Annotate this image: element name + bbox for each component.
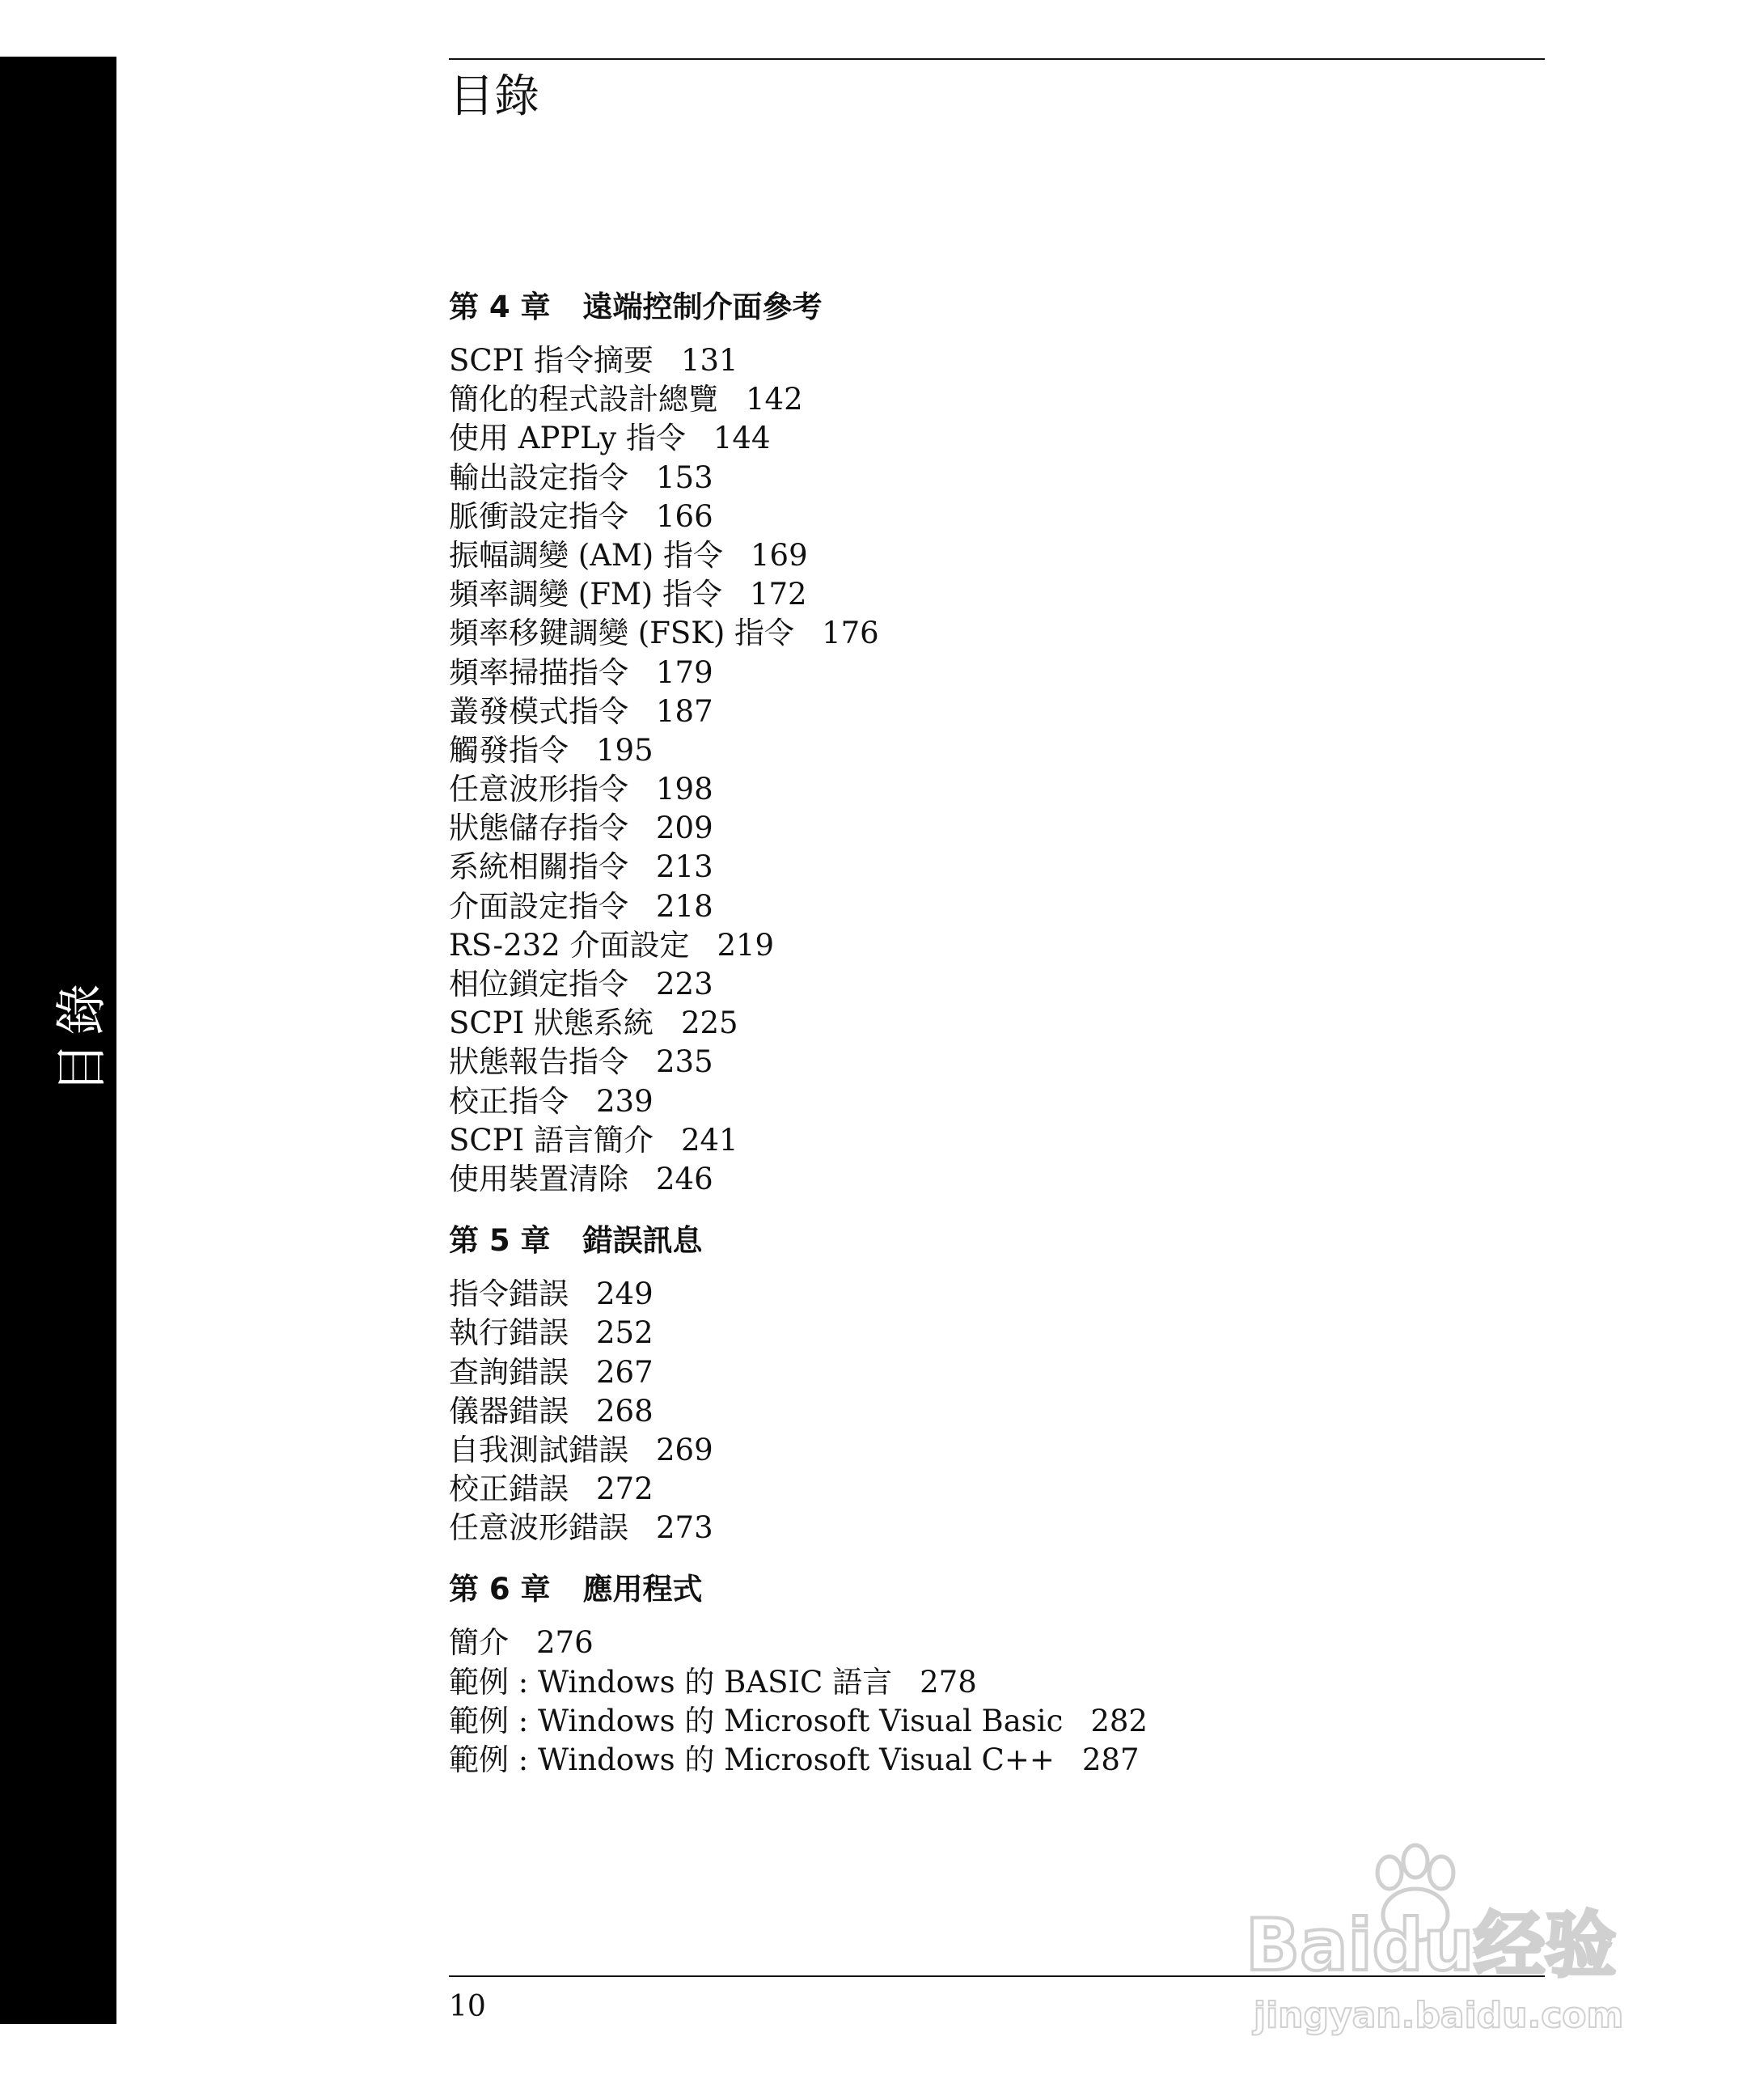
chapter-title: 應用程式 bbox=[582, 1572, 703, 1607]
toc-entry[interactable] bbox=[449, 692, 1500, 731]
toc-entry-page: 223 bbox=[656, 967, 713, 1001]
toc-entry[interactable] bbox=[449, 654, 1500, 692]
toc-entry-label: 任意波形錯誤 bbox=[449, 1510, 628, 1546]
toc-entry[interactable] bbox=[449, 536, 1500, 575]
toc-entry-label: 頻率掃描指令 bbox=[449, 654, 628, 690]
toc-entry-label: 介面設定指令 bbox=[449, 888, 628, 924]
toc-entry[interactable] bbox=[449, 341, 1500, 380]
toc-entry-label: 觸發指令 bbox=[449, 732, 569, 768]
toc-entry-page: 195 bbox=[596, 732, 654, 768]
table-of-contents bbox=[449, 283, 1500, 1797]
baidu-watermark bbox=[1246, 1840, 1666, 2051]
toc-entry[interactable] bbox=[449, 887, 1500, 926]
toc-entry-page: 249 bbox=[596, 1277, 654, 1312]
toc-entry[interactable] bbox=[449, 1160, 1500, 1199]
toc-entry[interactable] bbox=[449, 497, 1500, 536]
toc-entry-page: 276 bbox=[536, 1625, 594, 1661]
toc-entry-page: 269 bbox=[656, 1432, 713, 1467]
toc-entry[interactable] bbox=[449, 1082, 1500, 1121]
toc-entry-page: 278 bbox=[920, 1664, 977, 1700]
watermark-logo-text: Baidu经验 bbox=[1246, 1903, 1617, 1987]
toc-entry[interactable] bbox=[449, 575, 1500, 614]
toc-entry[interactable] bbox=[449, 1121, 1500, 1160]
toc-entry-label: 脈衝設定指令 bbox=[449, 498, 628, 534]
toc-entry-page: 235 bbox=[656, 1044, 713, 1080]
toc-entry-page: 268 bbox=[596, 1393, 654, 1429]
toc-entry-label: 頻率移鍵調變 (FSK) 指令 bbox=[449, 616, 795, 651]
toc-entry-label: 範例 : Windows 的 Microsoft Visual C++ bbox=[449, 1742, 1055, 1777]
chapter-entries bbox=[449, 1624, 1500, 1780]
toc-entry-label: 範例 : Windows 的 Microsoft Visual Basic bbox=[449, 1703, 1064, 1738]
toc-entry-label: 執行錯誤 bbox=[449, 1315, 569, 1351]
toc-entry[interactable] bbox=[449, 1624, 1500, 1662]
chapter-title: 遠端控制介面參考 bbox=[582, 290, 823, 324]
toc-entry-label: 系統相關指令 bbox=[449, 849, 628, 885]
toc-entry-label: SCPI 語言簡介 bbox=[449, 1122, 654, 1158]
toc-entry[interactable] bbox=[449, 1663, 1500, 1702]
toc-entry-label: RS-232 介面設定 bbox=[449, 927, 690, 963]
toc-entry-page: 273 bbox=[656, 1510, 713, 1546]
toc-entry-page: 166 bbox=[656, 498, 713, 534]
chapter-title: 錯誤訊息 bbox=[582, 1223, 703, 1259]
toc-entry-page: 142 bbox=[746, 382, 803, 417]
toc-entry-label: 簡化的程式設計總覽 bbox=[449, 382, 718, 417]
toc-entry-label: 查詢錯誤 bbox=[449, 1354, 569, 1390]
page-title: 目錄 bbox=[449, 70, 539, 123]
toc-entry-label: 校正指令 bbox=[449, 1083, 569, 1119]
toc-entry[interactable] bbox=[449, 1431, 1500, 1470]
toc-entry[interactable] bbox=[449, 1275, 1500, 1314]
toc-entry-page: 267 bbox=[596, 1354, 654, 1390]
toc-entry[interactable] bbox=[449, 1004, 1500, 1043]
toc-entry-page: 176 bbox=[822, 616, 879, 651]
toc-entry-page: 252 bbox=[596, 1315, 654, 1351]
toc-entry-label: 指令錯誤 bbox=[449, 1277, 569, 1312]
chapter-entries bbox=[449, 341, 1500, 1199]
toc-entry[interactable] bbox=[449, 1043, 1500, 1082]
chapter-entries bbox=[449, 1275, 1500, 1547]
toc-entry-page: 153 bbox=[656, 459, 713, 495]
toc-entry-page: 218 bbox=[656, 888, 713, 924]
toc-entry-page: 239 bbox=[596, 1083, 654, 1119]
toc-entry-label: 狀態儲存指令 bbox=[449, 811, 628, 846]
toc-entry-label: 儀器錯誤 bbox=[449, 1393, 569, 1429]
toc-entry[interactable] bbox=[449, 380, 1500, 419]
toc-entry[interactable] bbox=[449, 809, 1500, 848]
toc-entry[interactable] bbox=[449, 614, 1500, 653]
toc-entry[interactable] bbox=[449, 1470, 1500, 1509]
toc-entry-label: 範例 : Windows 的 BASIC 語言 bbox=[449, 1664, 893, 1700]
toc-entry-page: 287 bbox=[1081, 1742, 1140, 1777]
chapter-heading bbox=[449, 283, 1500, 332]
toc-entry-label: 相位鎖定指令 bbox=[449, 967, 628, 1001]
toc-entry-page: 198 bbox=[656, 772, 713, 807]
toc-entry[interactable] bbox=[449, 926, 1500, 965]
toc-entry-page: 172 bbox=[749, 577, 807, 612]
toc-entry[interactable] bbox=[449, 848, 1500, 887]
toc-entry-page: 169 bbox=[751, 537, 808, 573]
toc-entry-page: 225 bbox=[680, 1006, 738, 1041]
side-tab-label: 目錄 bbox=[53, 977, 112, 1094]
toc-entry-page: 131 bbox=[680, 343, 738, 378]
toc-entry-label: SCPI 狀態系統 bbox=[449, 1006, 654, 1041]
toc-entry[interactable] bbox=[449, 1314, 1500, 1353]
toc-entry-page: 144 bbox=[713, 421, 771, 456]
toc-entry-page: 282 bbox=[1090, 1703, 1148, 1738]
toc-entry-page: 219 bbox=[717, 927, 775, 963]
toc-entry-label: 自我測試錯誤 bbox=[449, 1432, 628, 1467]
watermark-domain: jingyan.baidu.com bbox=[1254, 1995, 1624, 2036]
toc-entry[interactable] bbox=[449, 459, 1500, 497]
toc-entry-page: 179 bbox=[656, 654, 713, 690]
toc-entry-page: 241 bbox=[680, 1122, 738, 1158]
toc-entry-label: 振幅調變 (AM) 指令 bbox=[449, 537, 723, 573]
toc-entry-page: 187 bbox=[656, 693, 713, 729]
toc-entry[interactable] bbox=[449, 1741, 1500, 1780]
chapter-heading bbox=[449, 1565, 1500, 1614]
toc-entry-label: 使用裝置清除 bbox=[449, 1161, 628, 1196]
toc-entry-label: 使用 APPLy 指令 bbox=[449, 421, 686, 456]
toc-entry-label: 叢發模式指令 bbox=[449, 693, 628, 729]
toc-entry[interactable] bbox=[449, 1392, 1500, 1431]
toc-entry[interactable] bbox=[449, 1509, 1500, 1547]
toc-entry[interactable] bbox=[449, 965, 1500, 1004]
toc-entry-label: 任意波形指令 bbox=[449, 772, 628, 807]
toc-entry-label: 狀態報告指令 bbox=[449, 1044, 628, 1080]
chapter-number: 第 5 章 bbox=[449, 1223, 551, 1259]
toc-entry-label: SCPI 指令摘要 bbox=[449, 343, 654, 378]
toc-entry-label: 頻率調變 (FM) 指令 bbox=[449, 577, 722, 612]
toc-entry-label: 校正錯誤 bbox=[449, 1471, 569, 1507]
toc-entry-page: 246 bbox=[656, 1161, 713, 1196]
chapter-heading bbox=[449, 1217, 1500, 1265]
toc-entry-page: 213 bbox=[656, 849, 713, 885]
chapter-number: 第 4 章 bbox=[449, 290, 551, 324]
page-number: 10 bbox=[449, 1990, 486, 2023]
toc-entry[interactable] bbox=[449, 1702, 1500, 1741]
toc-entry[interactable] bbox=[449, 731, 1500, 770]
chapter-number: 第 6 章 bbox=[449, 1572, 551, 1607]
toc-entry[interactable] bbox=[449, 1353, 1500, 1392]
toc-entry-label: 簡介 bbox=[449, 1625, 509, 1661]
top-divider bbox=[449, 58, 1545, 60]
toc-entry-label: 輸出設定指令 bbox=[449, 459, 628, 495]
toc-entry[interactable] bbox=[449, 419, 1500, 458]
toc-entry-page: 272 bbox=[596, 1471, 654, 1507]
toc-entry-page: 209 bbox=[656, 811, 713, 846]
toc-entry[interactable] bbox=[449, 770, 1500, 809]
